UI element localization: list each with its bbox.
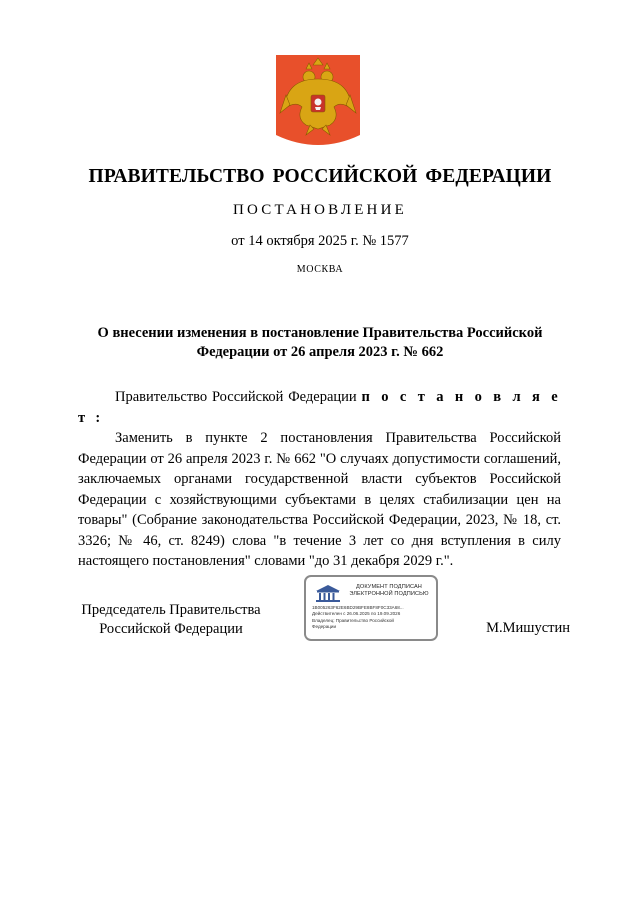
russian-coat-of-arms-emblem	[276, 55, 360, 147]
stamp-heading	[342, 584, 436, 598]
stamp-details	[312, 605, 436, 631]
government-building-icon	[314, 583, 342, 603]
stamp-heading-line: ДОКУМЕНТ ПОДПИСАН	[356, 584, 422, 590]
preamble-text: Правительство Российской Федерации	[115, 389, 357, 405]
document-heading: О внесении изменения в постановление Правительства Российской Федерации от 26 апреля 2023 г. № 662	[97, 325, 543, 360]
stamp-heading-line: ЭЛЕКТРОННОЙ ПОДПИСЬЮ	[349, 591, 429, 597]
document-date-number: от 14 октября 2025 г. № 1577	[231, 233, 409, 249]
signer-name: М.Мишустин	[486, 620, 570, 636]
document-type: ПОСТАНОВЛЕНИЕ	[233, 202, 407, 218]
body-paragraph: Заменить в пункте 2 постановления Правительства Российской Федерации от 26 апреля 2023 г. № 662 "О случаях допустимости соглашений, заключаемых органами государственной власти субъектов Российской Федерации с хозяйствующими субъектами в целях стабилизации цен на товары" (Собрание законодательства Российской Федерации, 2023, № 18, ст. 3326; № 46, ст. 8249) слова "в течение 3 лет со дня вступления в силу настоящего постановления" словами "до 31 декабря 2029 г.".	[78, 430, 561, 569]
stamp-certificate: 1B005263F62E6BD29BFE8BF8F0C33A68...	[312, 605, 404, 610]
signer-title-line: Председатель Правительства	[81, 602, 261, 618]
document-body	[78, 387, 561, 572]
stamp-owner: Федерации	[312, 624, 337, 630]
signer-title-line: Российской Федерации	[99, 621, 243, 637]
preamble-verb: п о с т а н о в л я е т :	[78, 389, 561, 426]
electronic-signature-stamp	[304, 575, 438, 641]
stamp-validity: Действителен с 26.06.2025 по 19.09.2026	[312, 611, 401, 617]
stamp-owner: Владелец: Правительство Российской	[312, 617, 394, 623]
government-title: ПРАВИТЕЛЬСТВО РОССИЙСКОЙ ФЕДЕРАЦИИ	[88, 166, 552, 187]
preamble-paragraph	[78, 387, 561, 428]
document-city: МОСКВА	[296, 264, 344, 275]
signer-title	[60, 601, 282, 639]
